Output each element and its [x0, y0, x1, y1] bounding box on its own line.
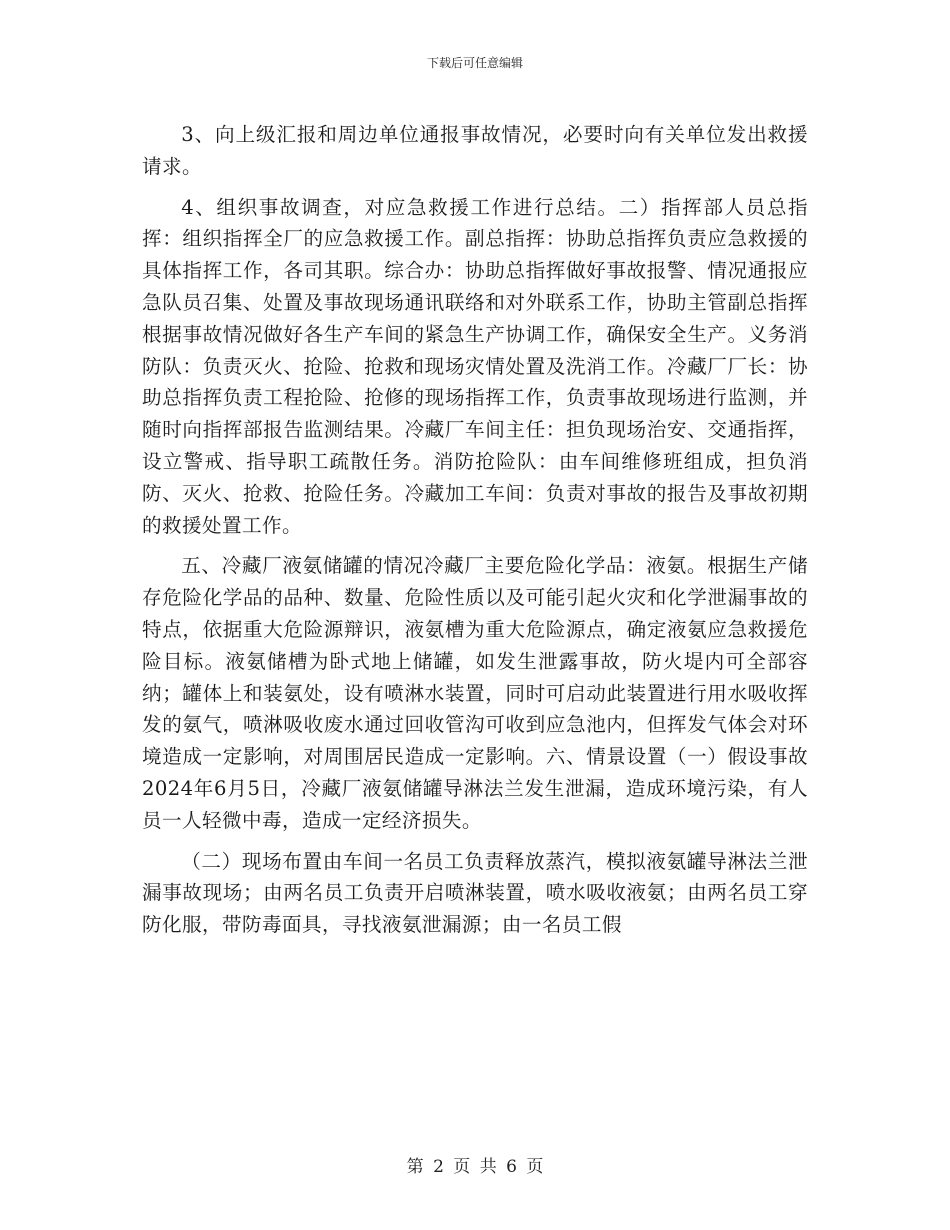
page-header: 下载后可任意编辑 — [426, 56, 523, 70]
paragraph-report-accident: 3、向上级汇报和周边单位通报事故情况，必要时向有关单位发出救援请求。 — [142, 123, 808, 178]
paragraph-command-personnel: 4、组织事故调查，对应急救援工作进行总结。二）指挥部人员总指挥：组织指挥全厂的应急救援工作。副总指挥：协助总指挥负责应急救援的具体指挥工作，各司其职。综合办：协助总指挥做好事故报警、情况通报应急队员召集、处置及事故现场通讯联络和对外联系工作，协助主管副总指挥根据事故情况做好各生产车间的紧急生产协调工作，确保安全生产。义务消防队：负责灭火、抢险、抢救和现场灾情处置及洗消工作。冷藏厂厂长：协助总指挥负责工程抢险、抢修的现场指挥工作，负责事故现场进行监测，并随时向指挥部报告监测结果。冷藏厂车间主任：担负现场治安、交通指挥，设立警戒、指导职工疏散任务。消防抢险队：由车间维修班组成，担负消防、灭火、抢救、抢险任务。冷藏加工车间：负责对事故的报告及事故初期的救援处置工作。 — [142, 195, 808, 537]
paragraph-site-layout: （二）现场布置由车间一名员工负责释放蒸汽，模拟液氨罐导淋法兰泄漏事故现场；由两名员工负责开启喷淋装置，喷水吸收液氨；由两名员工穿防化服，带防毒面具，寻找液氨泄漏源；由一名员工假 — [142, 849, 808, 937]
page-number: 第 2 页 共 6 页 — [406, 1157, 544, 1177]
document-body — [142, 110, 808, 941]
paragraph-ammonia-tank: 五、冷藏厂液氨储罐的情况冷藏厂主要危险化学品：液氨。根据生产储存危险化学品的品种、数量、危险性质以及可能引起火灾和化学泄漏事故的特点，依据重大危险源辩识，液氨槽为重大危险源点，确定液氨应急救援危险目标。液氨储槽为卧式地上储罐，如发生泄露事故，防火堤内可全部容纳；罐体上和装氨处，设有喷淋水装置，同时可启动此装置进行用水吸收挥发的氨气，喷淋吸收废水通过回收管沟可收到应急池内，但挥发气体会对环境造成一定影响，对周围居民造成一定影响。六、情景设置（一）假设事故2024年6月5日，冷藏厂液氨储罐导淋法兰发生泄漏，造成环境污染，有人员一人轻微中毒，造成一定经济损失。 — [142, 554, 808, 832]
